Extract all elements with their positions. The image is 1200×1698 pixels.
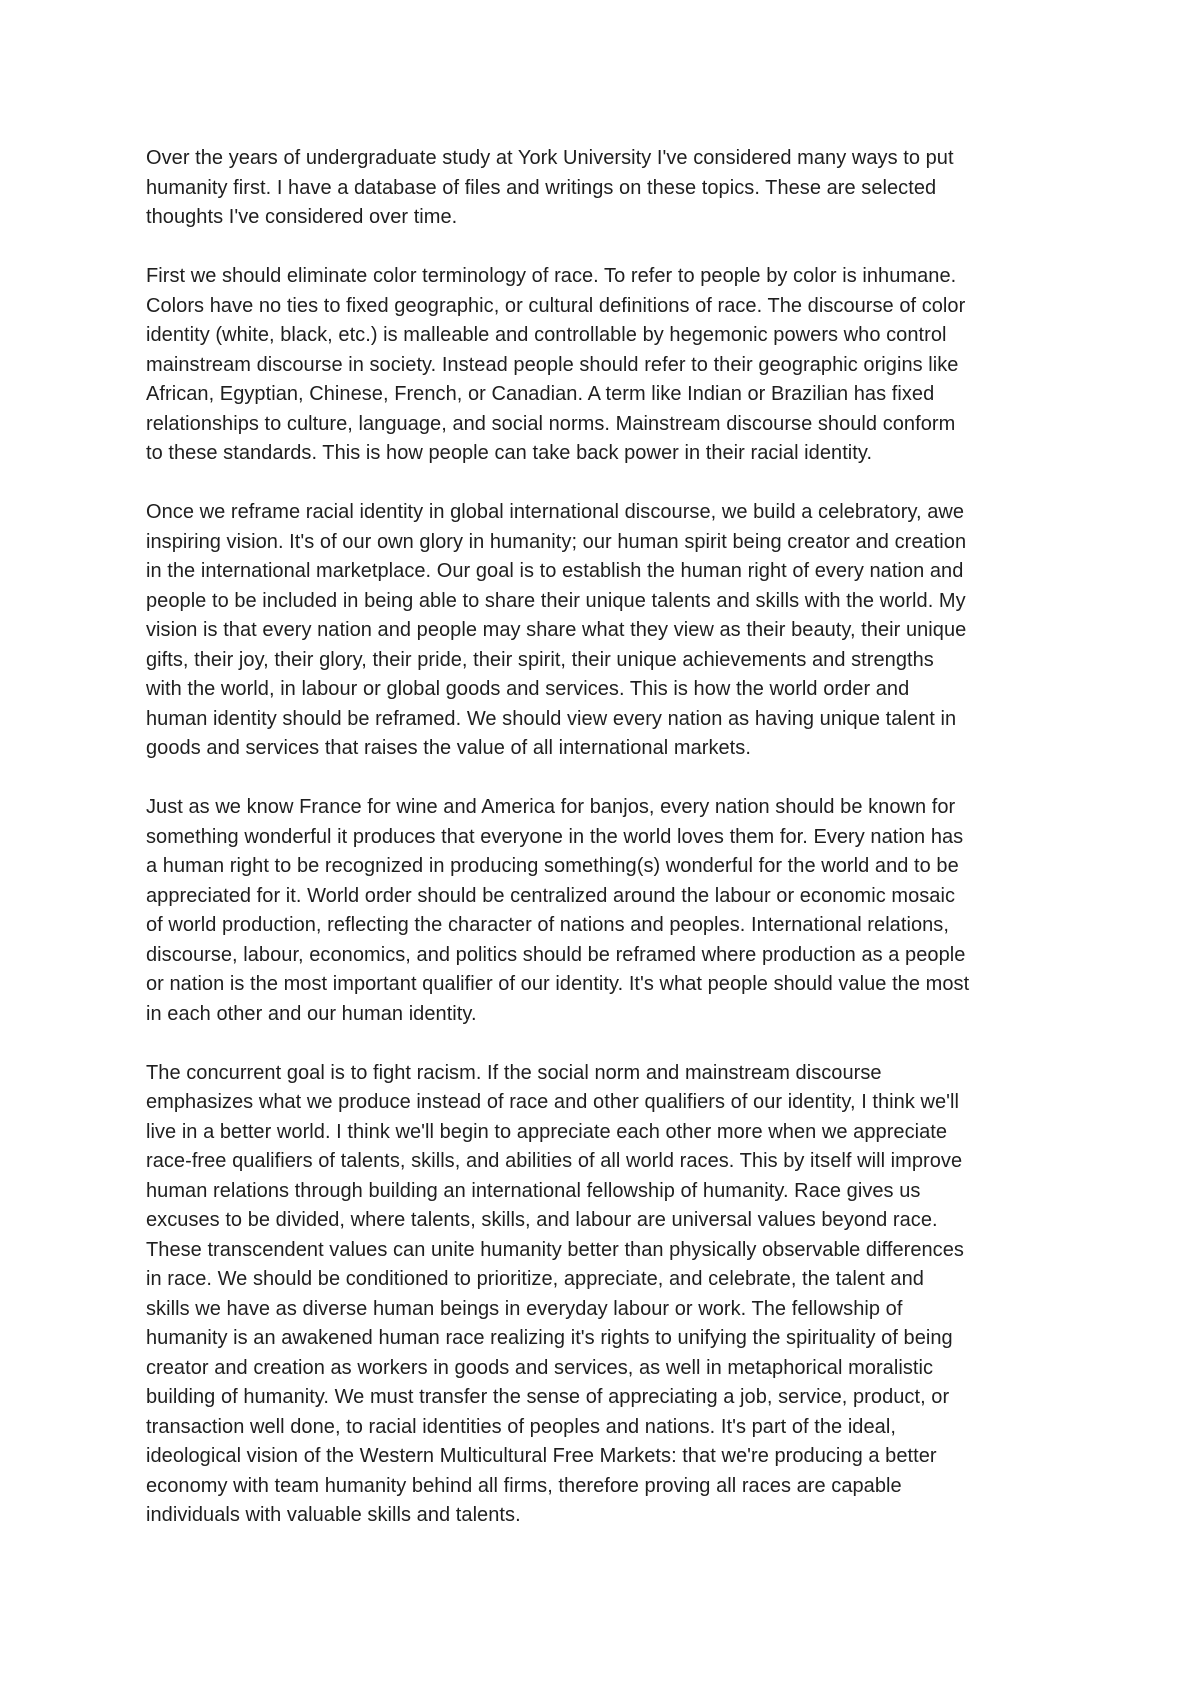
text-line: or nation is the most important qualifier of our identity. It's what people should value the most: [146, 973, 970, 995]
text-line: thoughts I've considered over time.: [146, 206, 458, 228]
document-body: [146, 144, 1066, 1560]
text-line: identity (white, black, etc.) is malleable and controllable by hegemonic powers who control: [146, 324, 947, 346]
text-line: building of humanity. We must transfer the sense of appreciating a job, service, product, or: [146, 1386, 950, 1408]
text-line: relationships to culture, language, and social norms. Mainstream discourse should conform: [146, 412, 956, 435]
paragraph-5: [146, 1059, 1066, 1531]
text-line: ideological vision of the Western Multicultural Free Markets: that we're producing a better: [146, 1445, 937, 1467]
text-line: of world production, reflecting the character of nations and peoples. International relations,: [146, 914, 949, 936]
text-line: a human right to be recognized in producing something(s) wonderful for the world and to be: [146, 855, 959, 877]
text-line: skills we have as diverse human beings in everyday labour or work. The fellowship of: [146, 1297, 903, 1320]
text-line: human identity should be reframed. We should view every nation as having unique talent in: [146, 707, 957, 730]
text-line: Colors have no ties to fixed geographic, or cultural definitions of race. The discourse of color: [146, 294, 966, 317]
text-line: goods and services that raises the value of all international markets.: [146, 737, 751, 759]
text-line: emphasizes what we produce instead of race and other qualifiers of our identity, I think we'll: [146, 1091, 960, 1113]
text-line: African, Egyptian, Chinese, French, or Canadian. A term like Indian or Brazilian has fixed: [146, 383, 935, 405]
text-line: mainstream discourse in society. Instead people should refer to their geographic origins like: [146, 353, 959, 376]
text-line: transaction well done, to racial identities of peoples and nations. It's part of the ideal,: [146, 1415, 896, 1438]
text-line: Over the years of undergraduate study at York University I've considered many ways to put: [146, 147, 954, 169]
text-line: gifts, their joy, their glory, their pride, their spirit, their unique achievements and strengths: [146, 648, 934, 671]
text-line: economy with team humanity behind all firms, therefore proving all races are capable: [146, 1474, 902, 1497]
text-line: discourse, labour, economics, and politics should be reframed where production as a people: [146, 943, 966, 966]
text-line: in race. We should be conditioned to prioritize, appreciate, and celebrate, the talent and: [146, 1268, 924, 1290]
text-line: in each other and our human identity.: [146, 1002, 477, 1025]
text-line: race-free qualifiers of talents, skills, and abilities of all world races. This by itself will improve: [146, 1150, 963, 1172]
text-line: The concurrent goal is to fight racism. If the social norm and mainstream discourse: [146, 1061, 882, 1084]
text-line: individuals with valuable skills and talents.: [146, 1504, 521, 1526]
text-line: inspiring vision. It's of our own glory in humanity; our human spirit being creator and creation: [146, 530, 967, 553]
text-line: to these standards. This is how people can take back power in their racial identity.: [146, 442, 873, 464]
paragraph-4: [146, 793, 1066, 1029]
text-line: appreciated for it. World order should be centralized around the labour or economic mosaic: [146, 884, 956, 907]
text-line: Once we reframe racial identity in global international discourse, we build a celebratory, awe: [146, 501, 965, 523]
paragraph-2: [146, 262, 1066, 469]
text-line: humanity is an awakened human race realizing it's rights to unifying the spirituality of being: [146, 1327, 953, 1349]
text-line: Just as we know France for wine and America for banjos, every nation should be known for: [146, 796, 956, 818]
text-line: humanity first. I have a database of files and writings on these topics. These are selected: [146, 176, 937, 199]
text-line: in the international marketplace. Our goal is to establish the human right of every nation and: [146, 560, 964, 582]
text-line: people to be included in being able to share their unique talents and skills with the world. My: [146, 589, 966, 612]
text-line: excuses to be divided, where talents, skills, and labour are universal values beyond race.: [146, 1209, 938, 1231]
text-line: First we should eliminate color terminology of race. To refer to people by color is inhumane.: [146, 265, 957, 287]
paragraph-3: [146, 498, 1066, 764]
text-line: These transcendent values can unite humanity better than physically observable differences: [146, 1238, 964, 1261]
paragraph-1: [146, 144, 1066, 233]
text-line: with the world, in labour or global goods and services. This is how the world order and: [146, 678, 910, 700]
text-line: creator and creation as workers in goods and services, as well in metaphorical moralistic: [146, 1356, 934, 1379]
text-line: vision is that every nation and people may share what they view as their beauty, their unique: [146, 619, 967, 641]
text-line: human relations through building an international fellowship of humanity. Race gives us: [146, 1179, 921, 1202]
text-line: something wonderful it produces that everyone in the world loves them for. Every nation has: [146, 825, 964, 848]
text-line: live in a better world. I think we'll begin to appreciate each other more when we appreciate: [146, 1120, 948, 1143]
